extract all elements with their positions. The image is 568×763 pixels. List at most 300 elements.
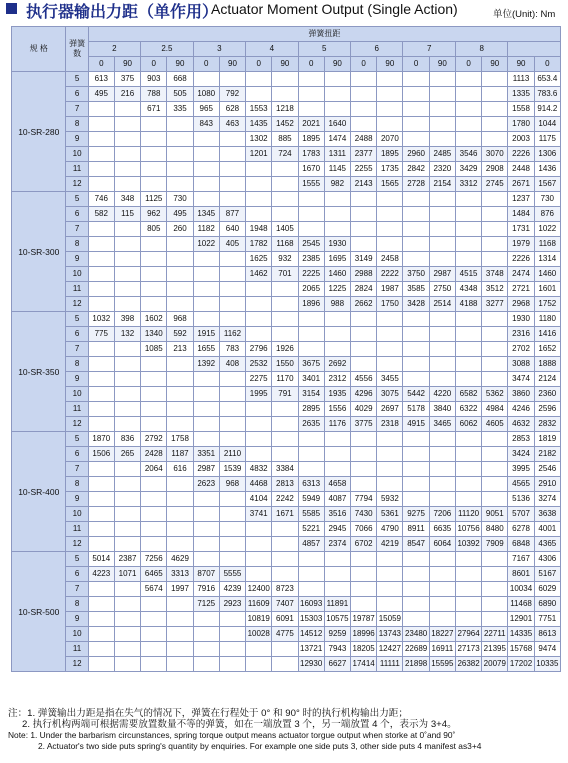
torque-cell <box>246 312 272 327</box>
torque-cell: 3312 <box>455 177 481 192</box>
note-cn-2: 2. 执行机构两端可根据需要放置数量不等的弹簧，如在一端放置 3 个，另一端放置 4 个，表示为 3+4。 <box>22 719 457 730</box>
torque-cell: 6064 <box>429 537 455 552</box>
torque-cell <box>167 642 193 657</box>
torque-cell <box>272 417 298 432</box>
torque-cell <box>88 492 114 507</box>
torque-cell <box>219 642 245 657</box>
torque-cell: 2242 <box>272 492 298 507</box>
torque-cell <box>114 282 140 297</box>
torque-cell <box>351 552 377 567</box>
torque-cell <box>455 432 481 447</box>
table-row <box>12 117 561 132</box>
spring-count-cell: 5 <box>66 312 88 327</box>
table-row <box>12 432 561 447</box>
torque-cell <box>219 627 245 642</box>
torque-cell: 2021 <box>298 117 324 132</box>
table-row <box>12 312 561 327</box>
torque-cell <box>298 582 324 597</box>
torque-cell: 4984 <box>482 402 508 417</box>
torque-cell: 398 <box>114 312 140 327</box>
torque-cell: 903 <box>141 72 167 87</box>
torque-cell <box>482 117 508 132</box>
torque-cell: 5585 <box>298 507 324 522</box>
torque-cell: 7066 <box>351 522 377 537</box>
torque-cell: 3465 <box>429 417 455 432</box>
torque-cell <box>167 387 193 402</box>
torque-cell: 1237 <box>508 192 534 207</box>
torque-cell: 1201 <box>246 147 272 162</box>
torque-cell <box>219 372 245 387</box>
torque-cell: 7167 <box>508 552 534 567</box>
torque-cell: 1553 <box>246 102 272 117</box>
torque-cell: 7943 <box>324 642 350 657</box>
table-row <box>12 282 561 297</box>
torque-cell <box>167 372 193 387</box>
torque-cell <box>403 612 429 627</box>
spring-count-cell: 6 <box>66 567 88 582</box>
table-row <box>12 552 561 567</box>
torque-cell <box>141 252 167 267</box>
torque-cell <box>403 222 429 237</box>
torque-cell: 1405 <box>272 222 298 237</box>
torque-cell: 1113 <box>508 72 534 87</box>
torque-cell <box>377 222 403 237</box>
torque-cell: 15768 <box>508 642 534 657</box>
torque-cell: 1819 <box>534 432 560 447</box>
torque-cell <box>351 462 377 477</box>
torque-cell <box>377 447 403 462</box>
torque-cell: 23480 <box>403 627 429 642</box>
title-chinese: 执行器输出力距（单作用） <box>26 4 219 21</box>
torque-cell: 724 <box>272 147 298 162</box>
torque-cell: 2697 <box>377 402 403 417</box>
table-row <box>12 72 561 87</box>
torque-cell <box>193 252 219 267</box>
torque-cell <box>272 72 298 87</box>
torque-cell: 11120 <box>455 507 481 522</box>
torque-cell: 2702 <box>508 342 534 357</box>
torque-cell <box>167 477 193 492</box>
torque-cell <box>377 552 403 567</box>
torque-cell <box>141 492 167 507</box>
torque-cell <box>193 387 219 402</box>
table-row <box>12 252 561 267</box>
spring-set-header: 3 <box>193 42 245 57</box>
spring-count-cell: 5 <box>66 72 88 87</box>
table-row <box>12 132 561 147</box>
torque-cell <box>429 132 455 147</box>
torque-cell <box>219 282 245 297</box>
torque-cell: 3351 <box>193 447 219 462</box>
torque-cell <box>114 417 140 432</box>
torque-cell: 260 <box>167 222 193 237</box>
torque-cell <box>482 102 508 117</box>
torque-cell: 2960 <box>403 147 429 162</box>
torque-cell: 375 <box>114 72 140 87</box>
torque-cell: 2728 <box>403 177 429 192</box>
spring-count-cell: 6 <box>66 207 88 222</box>
torque-cell: 2813 <box>272 477 298 492</box>
torque-cell: 3384 <box>272 462 298 477</box>
torque-cell <box>272 297 298 312</box>
torque-cell <box>141 657 167 672</box>
torque-cell: 2692 <box>324 357 350 372</box>
torque-cell: 1987 <box>377 282 403 297</box>
torque-cell: 4468 <box>246 477 272 492</box>
torque-cell <box>193 522 219 537</box>
torque-cell: 16093 <box>298 597 324 612</box>
torque-cell: 3455 <box>377 372 403 387</box>
torque-cell: 2895 <box>298 402 324 417</box>
torque-cell <box>429 447 455 462</box>
torque-cell <box>455 192 481 207</box>
torque-cell <box>167 267 193 282</box>
unit-label: 单位(Unit): Nm <box>493 9 556 20</box>
torque-table <box>11 26 561 672</box>
torque-cell <box>141 597 167 612</box>
torque-cell <box>429 462 455 477</box>
torque-cell: 613 <box>88 72 114 87</box>
torque-cell <box>272 177 298 192</box>
torque-cell <box>377 432 403 447</box>
torque-cell: 115 <box>114 207 140 222</box>
torque-cell: 12427 <box>377 642 403 657</box>
torque-cell: 2671 <box>508 177 534 192</box>
torque-cell: 968 <box>219 477 245 492</box>
torque-cell: 15303 <box>298 612 324 627</box>
torque-cell <box>246 327 272 342</box>
torque-cell: 5221 <box>298 522 324 537</box>
torque-cell <box>455 117 481 132</box>
torque-cell <box>167 492 193 507</box>
torque-cell: 6465 <box>141 567 167 582</box>
torque-cell: 10819 <box>246 612 272 627</box>
torque-cell: 3424 <box>508 447 534 462</box>
torque-cell <box>141 132 167 147</box>
torque-cell <box>167 147 193 162</box>
torque-cell <box>429 72 455 87</box>
torque-cell <box>351 447 377 462</box>
torque-cell <box>141 612 167 627</box>
table-row <box>12 582 561 597</box>
torque-cell: 2320 <box>429 162 455 177</box>
torque-cell <box>403 447 429 462</box>
torque-cell <box>351 312 377 327</box>
table-row <box>12 357 561 372</box>
angle-0-header: 0 <box>193 57 219 72</box>
torque-cell: 668 <box>167 72 193 87</box>
torque-cell <box>114 162 140 177</box>
title-square-icon <box>6 3 17 14</box>
torque-cell: 10392 <box>455 537 481 552</box>
torque-cell: 885 <box>272 132 298 147</box>
table-row <box>12 147 561 162</box>
torque-cell <box>403 492 429 507</box>
torque-cell: 1870 <box>88 432 114 447</box>
torque-cell <box>114 237 140 252</box>
torque-cell: 3429 <box>455 162 481 177</box>
torque-cell: 9051 <box>482 507 508 522</box>
torque-cell: 1601 <box>534 282 560 297</box>
torque-cell: 7916 <box>193 582 219 597</box>
torque-cell: 4223 <box>88 567 114 582</box>
torque-cell <box>455 132 481 147</box>
torque-cell: 2387 <box>114 552 140 567</box>
spring-count-cell: 7 <box>66 462 88 477</box>
torque-cell: 3075 <box>377 387 403 402</box>
spring-set-header: 6 <box>351 42 403 57</box>
torque-cell <box>455 567 481 582</box>
torque-cell: 2003 <box>508 132 534 147</box>
angle-90-header: 90 <box>324 57 350 72</box>
torque-cell: 17414 <box>351 657 377 672</box>
torque-cell: 18996 <box>351 627 377 642</box>
torque-cell: 4087 <box>324 492 350 507</box>
torque-cell <box>219 522 245 537</box>
table-row <box>12 297 561 312</box>
model-label: 10-SR-300 <box>12 192 66 312</box>
torque-cell: 6278 <box>508 522 534 537</box>
torque-cell <box>219 252 245 267</box>
torque-cell <box>429 117 455 132</box>
torque-cell <box>298 222 324 237</box>
torque-cell: 4001 <box>534 522 560 537</box>
table-row <box>12 87 561 102</box>
torque-cell: 2853 <box>508 432 534 447</box>
torque-cell <box>403 357 429 372</box>
spring-count-cell: 10 <box>66 507 88 522</box>
torque-cell: 1044 <box>534 117 560 132</box>
header-model: 规 格 <box>12 27 66 72</box>
torque-cell <box>167 657 193 672</box>
torque-cell: 1567 <box>534 177 560 192</box>
model-label: 10-SR-280 <box>12 72 66 192</box>
torque-cell: 1218 <box>272 102 298 117</box>
torque-cell <box>377 102 403 117</box>
torque-cell: 5949 <box>298 492 324 507</box>
torque-cell: 2988 <box>351 267 377 282</box>
torque-cell <box>193 192 219 207</box>
torque-cell: 6627 <box>324 657 350 672</box>
torque-cell <box>482 357 508 372</box>
torque-cell: 1484 <box>508 207 534 222</box>
torque-cell <box>193 627 219 642</box>
model-label: 10-SR-400 <box>12 432 66 552</box>
torque-cell <box>377 357 403 372</box>
torque-cell: 2968 <box>508 297 534 312</box>
torque-cell <box>141 507 167 522</box>
torque-cell <box>167 132 193 147</box>
torque-cell: 1752 <box>534 297 560 312</box>
torque-cell: 962 <box>141 207 167 222</box>
torque-cell: 1168 <box>272 237 298 252</box>
angle-90-header: 90 <box>429 57 455 72</box>
torque-cell: 1462 <box>246 267 272 282</box>
torque-cell <box>88 237 114 252</box>
torque-cell: 836 <box>114 432 140 447</box>
torque-cell <box>403 252 429 267</box>
torque-cell <box>167 117 193 132</box>
torque-cell: 27173 <box>455 642 481 657</box>
title-english: Actuator Moment Output (Single Action) <box>211 1 458 17</box>
torque-cell: 26382 <box>455 657 481 672</box>
torque-cell: 2255 <box>351 162 377 177</box>
torque-cell: 3274 <box>534 492 560 507</box>
torque-cell <box>377 462 403 477</box>
torque-cell <box>455 372 481 387</box>
torque-cell: 988 <box>324 297 350 312</box>
torque-cell <box>167 282 193 297</box>
torque-cell: 1671 <box>272 507 298 522</box>
torque-cell <box>298 327 324 342</box>
torque-cell: 2312 <box>324 372 350 387</box>
torque-cell: 6702 <box>351 537 377 552</box>
torque-cell: 21898 <box>403 657 429 672</box>
torque-cell: 2488 <box>351 132 377 147</box>
torque-cell <box>114 642 140 657</box>
torque-cell <box>429 192 455 207</box>
torque-cell <box>246 552 272 567</box>
torque-cell: 783 <box>219 342 245 357</box>
torque-cell: 3428 <box>403 297 429 312</box>
torque-cell <box>272 282 298 297</box>
torque-cell: 8547 <box>403 537 429 552</box>
torque-cell <box>141 177 167 192</box>
torque-cell <box>114 627 140 642</box>
torque-cell: 1640 <box>324 117 350 132</box>
torque-cell: 5136 <box>508 492 534 507</box>
torque-cell: 1436 <box>534 162 560 177</box>
table-row <box>12 462 561 477</box>
torque-cell: 843 <box>193 117 219 132</box>
torque-cell: 505 <box>167 87 193 102</box>
torque-cell: 730 <box>167 192 193 207</box>
torque-cell <box>324 102 350 117</box>
spring-set-header: 5 <box>298 42 350 57</box>
torque-cell <box>219 177 245 192</box>
torque-cell: 11609 <box>246 597 272 612</box>
torque-cell: 4348 <box>455 282 481 297</box>
torque-cell: 13743 <box>377 627 403 642</box>
torque-cell: 7794 <box>351 492 377 507</box>
angle-0-header: 0 <box>403 57 429 72</box>
spring-count-cell: 5 <box>66 432 88 447</box>
torque-cell: 3638 <box>534 507 560 522</box>
torque-cell <box>88 102 114 117</box>
torque-cell <box>114 342 140 357</box>
angle-extra-0-header: 0 <box>534 57 560 72</box>
torque-cell <box>193 417 219 432</box>
torque-cell: 671 <box>141 102 167 117</box>
torque-cell <box>482 432 508 447</box>
torque-cell: 3995 <box>508 462 534 477</box>
torque-cell <box>377 477 403 492</box>
torque-cell: 4775 <box>272 627 298 642</box>
torque-cell <box>429 582 455 597</box>
torque-cell <box>324 552 350 567</box>
torque-cell: 6091 <box>272 612 298 627</box>
angle-0-header: 0 <box>351 57 377 72</box>
torque-cell <box>193 72 219 87</box>
torque-cell: 1670 <box>298 162 324 177</box>
torque-cell: 7751 <box>534 612 560 627</box>
torque-cell: 18227 <box>429 627 455 642</box>
spring-count-cell: 12 <box>66 657 88 672</box>
torque-cell: 1895 <box>377 147 403 162</box>
torque-cell <box>114 657 140 672</box>
torque-cell: 1780 <box>508 117 534 132</box>
torque-cell: 3401 <box>298 372 324 387</box>
torque-cell <box>88 372 114 387</box>
torque-cell: 2316 <box>508 327 534 342</box>
table-row <box>12 657 561 672</box>
torque-cell <box>167 597 193 612</box>
table-row <box>12 402 561 417</box>
torque-cell: 1783 <box>298 147 324 162</box>
torque-cell <box>377 312 403 327</box>
torque-cell <box>272 432 298 447</box>
torque-cell <box>114 117 140 132</box>
torque-cell: 3313 <box>167 567 193 582</box>
torque-cell: 495 <box>88 87 114 102</box>
spring-count-cell: 10 <box>66 267 88 282</box>
angle-90-header: 90 <box>219 57 245 72</box>
angle-90-header: 90 <box>114 57 140 72</box>
torque-cell: 8723 <box>272 582 298 597</box>
torque-cell: 2635 <box>298 417 324 432</box>
torque-cell <box>324 432 350 447</box>
torque-cell <box>272 87 298 102</box>
torque-cell: 1080 <box>193 87 219 102</box>
table-row <box>12 522 561 537</box>
torque-cell: 22689 <box>403 642 429 657</box>
torque-cell <box>246 402 272 417</box>
torque-cell <box>482 462 508 477</box>
spring-count-cell: 11 <box>66 282 88 297</box>
table-row <box>12 372 561 387</box>
torque-cell: 335 <box>167 102 193 117</box>
torque-cell <box>351 237 377 252</box>
torque-cell <box>455 582 481 597</box>
torque-cell: 4556 <box>351 372 377 387</box>
torque-cell <box>403 237 429 252</box>
header-row-spring-sets <box>12 42 561 57</box>
torque-cell <box>455 312 481 327</box>
torque-cell: 2796 <box>246 342 272 357</box>
torque-cell <box>455 327 481 342</box>
torque-cell: 1162 <box>219 327 245 342</box>
torque-cell <box>88 417 114 432</box>
torque-cell: 792 <box>219 87 245 102</box>
torque-cell: 1170 <box>272 372 298 387</box>
torque-cell <box>455 447 481 462</box>
torque-cell <box>141 162 167 177</box>
spring-count-cell: 10 <box>66 387 88 402</box>
torque-cell: 5014 <box>88 552 114 567</box>
torque-cell: 1565 <box>377 177 403 192</box>
torque-cell <box>219 147 245 162</box>
torque-cell: 2374 <box>324 537 350 552</box>
torque-cell: 17202 <box>508 657 534 672</box>
torque-cell: 1460 <box>534 267 560 282</box>
torque-cell: 1392 <box>193 357 219 372</box>
torque-cell <box>219 552 245 567</box>
table-row <box>12 492 561 507</box>
torque-cell <box>193 612 219 627</box>
torque-cell: 582 <box>88 207 114 222</box>
torque-cell: 15595 <box>429 657 455 672</box>
torque-cell <box>193 267 219 282</box>
